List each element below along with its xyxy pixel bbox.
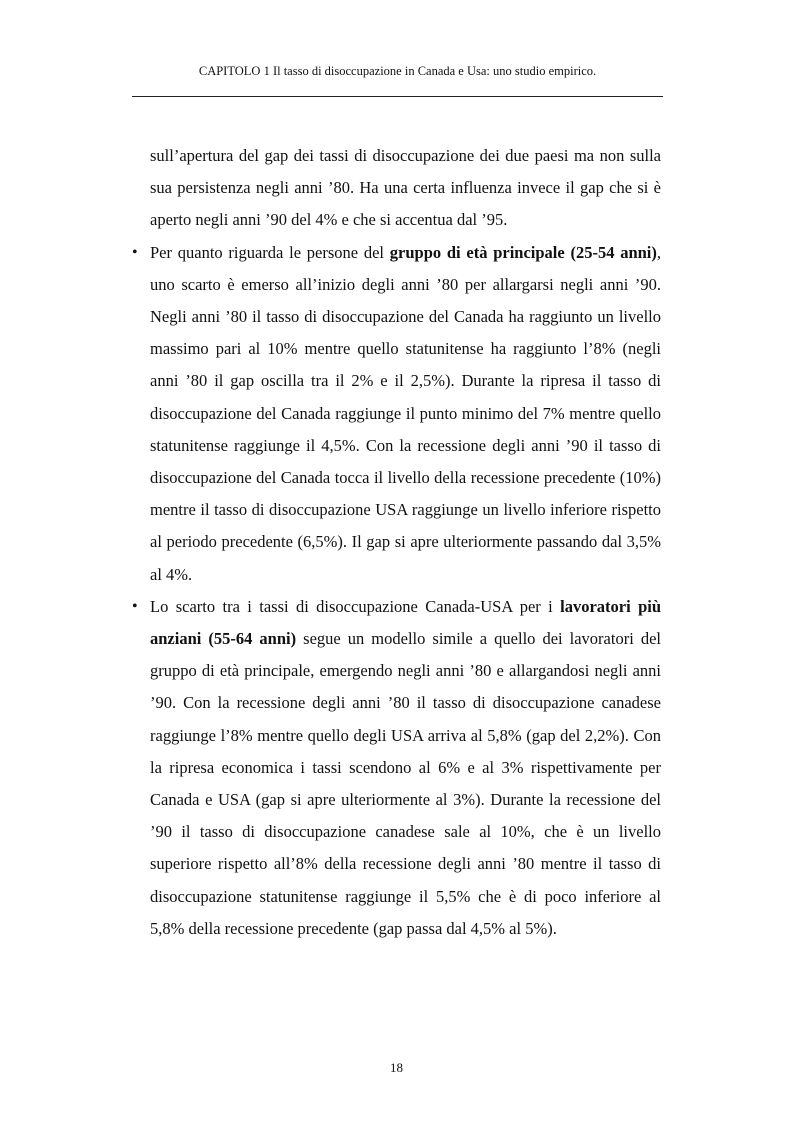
- body-text: [132, 140, 662, 945]
- continuation-paragraph: sull’apertura del gap dei tassi di disoccupazione dei due paesi ma non sulla sua persistenza negli anni ’80. Ha una certa influenza invece il gap che si è aperto negli anni ’90 del 4% e che si accentua dal ’95.: [150, 146, 661, 230]
- bullet-lead-text: Lo scarto tra i tassi di disoccupazione Canada-USA per i: [150, 596, 561, 616]
- bullet-rest-text: , uno scarto è emerso all’inizio degli anni ’80 per allargarsi negli anni ’90. Negli anni ’80 il tasso di disoccupazione del Canada ha raggiunto un livello massimo pari al 10% mentre quello statunitense ha raggiunto l’8% (negli anni ’80 il gap oscilla tra il 2% e il 2,5%). Durante la ripresa il tasso di disoccupazione del Canada raggiunge il punto minimo del 7% mentre quello statunitense raggiunge il 4,5%. Con la recessione degli anni ’90 il tasso di disoccupazione del Canada tocca il livello della recessione precedente (10%) mentre il tasso di disoccupazione USA raggiunge un livello inferiore rispetto al periodo precedente (6,5%). Il gap si apre ulteriormente passando dal 3,5% al 4%.: [150, 242, 661, 584]
- header-rule: [132, 96, 663, 97]
- bullet-icon: •: [132, 243, 138, 261]
- bullet-rest-text: segue un modello simile a quello dei lavoratori del gruppo di età principale, emergendo negli anni ’80 e allargandosi negli anni ’90. Con la recessione degli anni ’80 il tasso di disoccupazione canadese raggiunge l’8% mentre quello degli USA arriva al 5,8% (gap del 2,2%). Con la ripresa economica i tassi scendono al 6% e al 3% rispettivamente per Canada e USA (gap si apre ulteriormente al 3%). Durante la recessione del ’90 il tasso di disoccupazione canadese sale al 10%, che è un livello superiore rispetto all’8% della recessione degli anni ’80 mentre il tasso di disoccupazione statunitense raggiunge il 5,5% che è di poco inferiore al 5,8% della recessione precedente (gap passa dal 4,5% al 5%).: [150, 629, 661, 938]
- page-number: 18: [390, 1060, 403, 1075]
- bullet-item-age-25-54: [132, 237, 661, 591]
- bullet-icon: •: [132, 597, 138, 615]
- bullet-bold-text: lavoratori più anziani (55-64 anni): [150, 596, 662, 649]
- running-header: CAPITOLO 1 Il tasso di disoccupazione in Canada e Usa: uno studio empirico.: [198, 64, 597, 78]
- bullet-lead-text: Per quanto riguarda le persone del: [150, 242, 390, 262]
- bullet-item-age-55-64: [132, 591, 662, 945]
- bullet-bold-text: gruppo di età principale (25-54 anni): [389, 242, 657, 262]
